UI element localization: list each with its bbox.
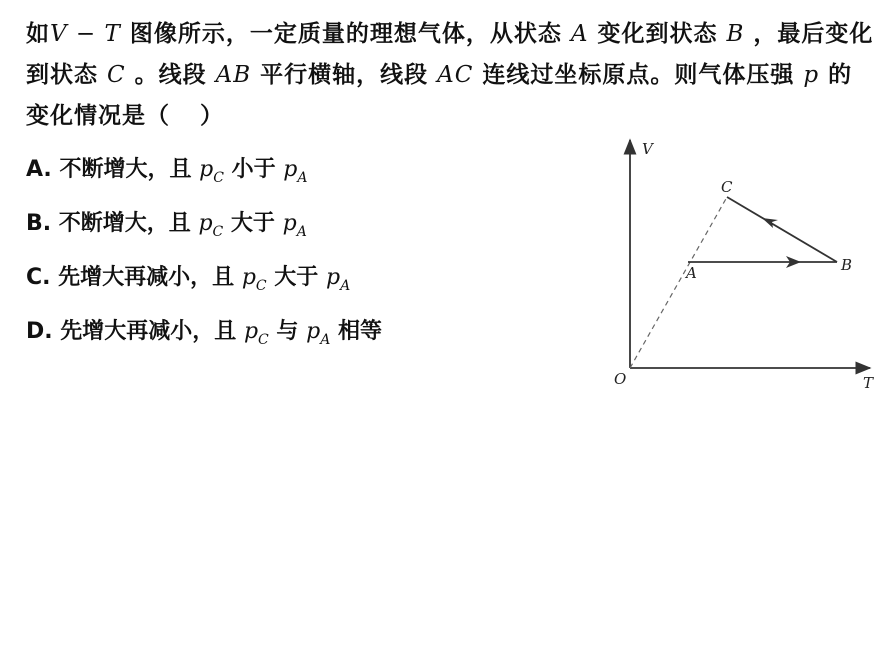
option-text: B. 不断增大，且 bbox=[26, 211, 199, 236]
option-var: p bbox=[283, 157, 298, 182]
segment-bc bbox=[727, 197, 837, 262]
option-text: 相等 bbox=[330, 319, 382, 344]
option-var: p bbox=[243, 319, 259, 344]
stem-math: V − T bbox=[50, 21, 121, 47]
point-a-label: A bbox=[686, 264, 697, 282]
option-c[interactable] bbox=[26, 258, 382, 312]
options-list bbox=[26, 150, 382, 366]
stem-math: AB bbox=[215, 62, 252, 88]
option-sub: A bbox=[320, 332, 331, 348]
stem-text: 。线段 bbox=[125, 62, 216, 88]
v-axis-label: V bbox=[642, 140, 653, 158]
t-axis-label: T bbox=[863, 374, 874, 392]
stem-text: 图像所示，一定质量的理想气体，从状态 bbox=[120, 21, 571, 47]
option-text: 小于 bbox=[223, 157, 284, 182]
stem-text: 变化到状态 bbox=[588, 21, 727, 47]
option-text: C. 先增大再减小，且 bbox=[26, 265, 242, 290]
option-a[interactable] bbox=[26, 150, 382, 204]
stem-text: 平行横轴，线段 bbox=[251, 62, 438, 88]
stem-text: 连线过坐标原点。则气体压强 bbox=[473, 62, 804, 88]
option-var: p bbox=[199, 157, 214, 182]
stem-text: ，最后变化到状态 bbox=[26, 21, 874, 88]
option-d[interactable] bbox=[26, 312, 382, 366]
option-b[interactable] bbox=[26, 204, 382, 258]
option-var: p bbox=[282, 211, 297, 236]
oc-dashed-line bbox=[630, 197, 727, 368]
option-sub: C bbox=[212, 224, 224, 240]
option-text: 大于 bbox=[223, 211, 283, 236]
stem-text: 如 bbox=[26, 21, 50, 47]
option-text: 与 bbox=[268, 319, 307, 344]
option-text: 大于 bbox=[266, 265, 326, 290]
stem-math: p bbox=[803, 62, 820, 88]
stem-math: A bbox=[570, 21, 589, 47]
option-sub: C bbox=[213, 170, 224, 186]
point-b-label: B bbox=[841, 256, 853, 274]
stem-text: 的变化情况是（ bbox=[26, 62, 853, 129]
option-sub: A bbox=[297, 170, 308, 186]
point-c-label: C bbox=[721, 178, 733, 196]
option-sub: C bbox=[258, 332, 269, 348]
stem-math: C bbox=[107, 62, 126, 88]
option-var: p bbox=[198, 211, 213, 236]
option-var: p bbox=[325, 265, 341, 290]
vt-diagram bbox=[600, 130, 885, 400]
stem-math: B bbox=[726, 21, 745, 47]
option-text: D. 先增大再减小，且 bbox=[26, 319, 244, 344]
origin-label: O bbox=[614, 370, 627, 388]
stem-math: AC bbox=[437, 62, 474, 88]
option-sub: A bbox=[296, 224, 307, 240]
option-sub: C bbox=[255, 278, 267, 294]
option-sub: A bbox=[340, 278, 351, 294]
option-var: p bbox=[241, 265, 256, 290]
option-var: p bbox=[306, 319, 321, 344]
question-stem bbox=[26, 14, 876, 137]
option-text: A. 不断增大，且 bbox=[26, 157, 200, 182]
stem-text: ） bbox=[200, 103, 224, 129]
